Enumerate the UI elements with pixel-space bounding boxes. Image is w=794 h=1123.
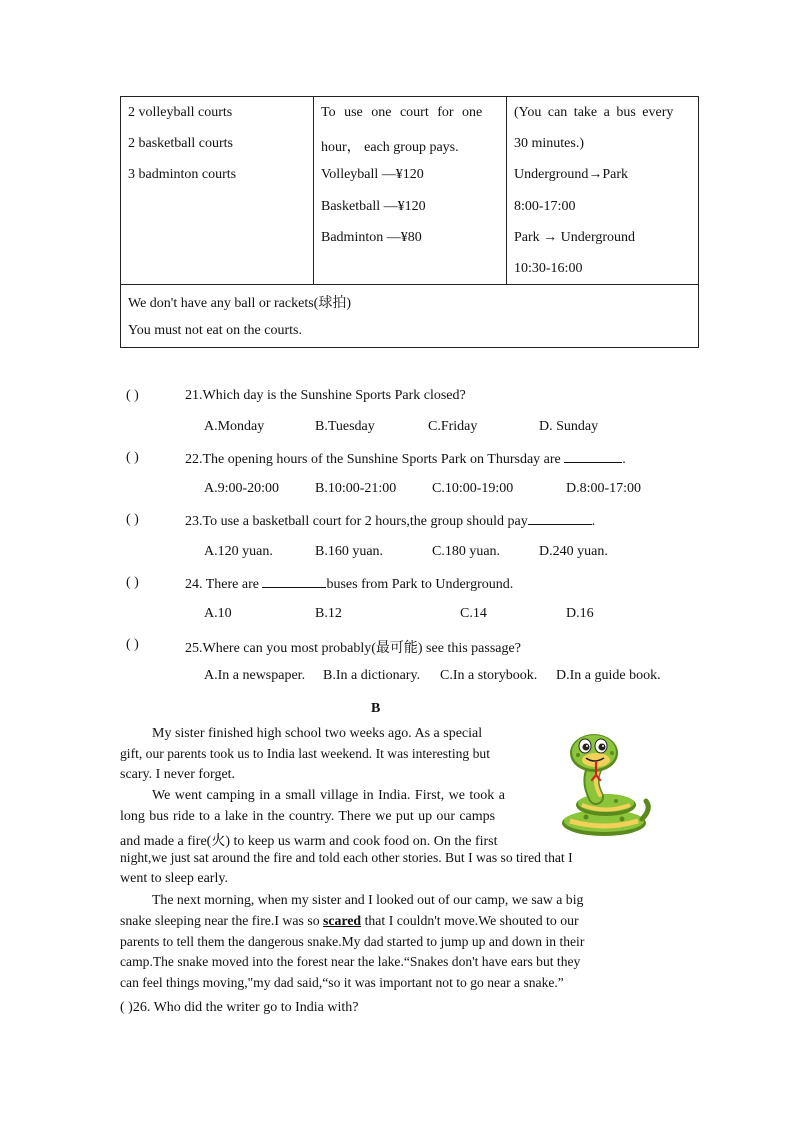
- question-25: 25.Where can you most probably(最可能) see this passage?: [185, 641, 521, 656]
- court-line: 2 volleyball courts: [128, 105, 233, 120]
- option-b: B.Tuesday: [315, 419, 375, 434]
- fee-line: Volleyball —¥120: [321, 167, 424, 182]
- answer-paren[interactable]: ( ): [126, 637, 139, 652]
- question-text: .: [591, 514, 596, 529]
- option-b: B.10:00-21:00: [315, 481, 397, 496]
- answer-paren[interactable]: ( ): [126, 512, 139, 527]
- option-c: C.In a storybook.: [440, 668, 538, 683]
- question-text: buses from Park to Underground.: [326, 577, 514, 592]
- option-c: C.Friday: [428, 419, 478, 434]
- option-c: C.10:00-19:00: [432, 481, 514, 496]
- fee-line: Basketball —¥120: [321, 199, 426, 214]
- option-a: A.In a newspaper.: [204, 668, 306, 683]
- courts-cell: [121, 97, 314, 284]
- passage-line: can feel things moving,"my dad said,“so it was important not to go near a snake.”: [120, 975, 564, 990]
- passage-line: went to sleep early.: [120, 871, 228, 886]
- question-22: [185, 450, 626, 468]
- passage-line: scary. I never forget.: [120, 767, 236, 782]
- passage-line: parents to tell them the dangerous snake.My dad started to jump up and down in their: [120, 934, 585, 949]
- option-d: D.In a guide book.: [556, 668, 661, 683]
- answer-paren[interactable]: ( ): [120, 1000, 133, 1015]
- option-a: A.Monday: [204, 419, 265, 434]
- note-line: We don't have any ball or rackets(球拍): [128, 296, 351, 311]
- option-a: A.9:00-20:00: [204, 481, 280, 496]
- info-table-row: [121, 97, 698, 285]
- passage-line: We went camping in a small village in India. First, we took a: [152, 788, 506, 803]
- option-b: B.160 yuan.: [315, 544, 384, 559]
- info-table: [120, 96, 699, 348]
- bus-line: 30 minutes.): [514, 136, 584, 151]
- answer-paren[interactable]: ( ): [126, 575, 139, 590]
- passage-text: snake sleeping near the fire.I was so: [120, 913, 324, 928]
- bus-line: Park → Underground: [514, 230, 636, 245]
- option-d: D. Sunday: [539, 419, 599, 434]
- question-text: 26. Who did the writer go to India with?: [132, 1000, 359, 1015]
- passage-line: gift, our parents took us to India last weekend. It was interesting but: [120, 746, 490, 761]
- bus-line: 10:30-16:00: [514, 261, 583, 276]
- court-line: 2 basketball courts: [128, 136, 233, 151]
- snake-cartoon-icon: [556, 727, 652, 839]
- answer-blank[interactable]: [528, 512, 592, 525]
- answer-blank[interactable]: [262, 575, 326, 588]
- question-text: 24. There are: [185, 577, 263, 592]
- bus-line: (You can take a bus every: [514, 105, 674, 120]
- question-text: .: [622, 452, 626, 467]
- court-line: 3 badminton courts: [128, 167, 237, 182]
- question-text: 23.To use a basketball court for 2 hours,the group should pay: [185, 514, 528, 529]
- answer-paren[interactable]: ( ): [126, 450, 139, 465]
- passage-line: [120, 913, 579, 929]
- fees-cell: [314, 97, 507, 284]
- option-b: B.12: [315, 606, 342, 621]
- bus-cell: [507, 97, 699, 284]
- passage-line: and made a fire(火) to keep us warm and cook food on. On the first: [120, 834, 498, 849]
- fee-line: Badminton —¥80: [321, 230, 422, 245]
- question-24: [185, 575, 513, 593]
- notes-cell: [121, 285, 698, 348]
- question-21: 21.Which day is the Sunshine Sports Park closed?: [185, 388, 466, 403]
- fee-line: To use one court for one: [321, 105, 483, 120]
- answer-paren[interactable]: ( ): [126, 388, 139, 403]
- option-a: A.10: [204, 606, 232, 621]
- option-a: A.120 yuan.: [204, 544, 273, 559]
- question-26: [120, 1000, 358, 1016]
- passage-line: long bus ride to a lake in the country. There we put up our camps: [120, 809, 496, 824]
- option-d: D.8:00-17:00: [566, 481, 642, 496]
- fee-line: hour， each group pays.: [321, 140, 459, 155]
- passage-line: My sister finished high school two weeks ago. As a special: [152, 726, 483, 741]
- bus-line: 8:00-17:00: [514, 199, 576, 214]
- passage-line: camp.The snake moved into the forest near the lake.“Snakes don't have ears but they: [120, 954, 581, 969]
- question-text: 22.The opening hours of the Sunshine Sports Park on Thursday are: [185, 452, 565, 467]
- option-c: C.14: [460, 606, 487, 621]
- option-c: C.180 yuan.: [432, 544, 501, 559]
- passage-line: The next morning, when my sister and I looked out of our camp, we saw a big: [152, 892, 584, 907]
- option-d: D.16: [566, 606, 594, 621]
- highlighted-word: scared: [323, 913, 362, 928]
- bus-line: Underground→Park: [514, 167, 629, 182]
- passage-line: night,we just sat around the fire and told each other stories. But I was so tired that I: [120, 850, 573, 865]
- section-heading: B: [371, 701, 381, 716]
- passage-text: that I couldn't move.We shouted to our: [361, 913, 579, 928]
- question-23: [185, 512, 595, 530]
- answer-blank[interactable]: [564, 450, 622, 463]
- option-b: B.In a dictionary.: [323, 668, 421, 683]
- note-line: You must not eat on the courts.: [128, 323, 302, 338]
- option-d: D.240 yuan.: [539, 544, 608, 559]
